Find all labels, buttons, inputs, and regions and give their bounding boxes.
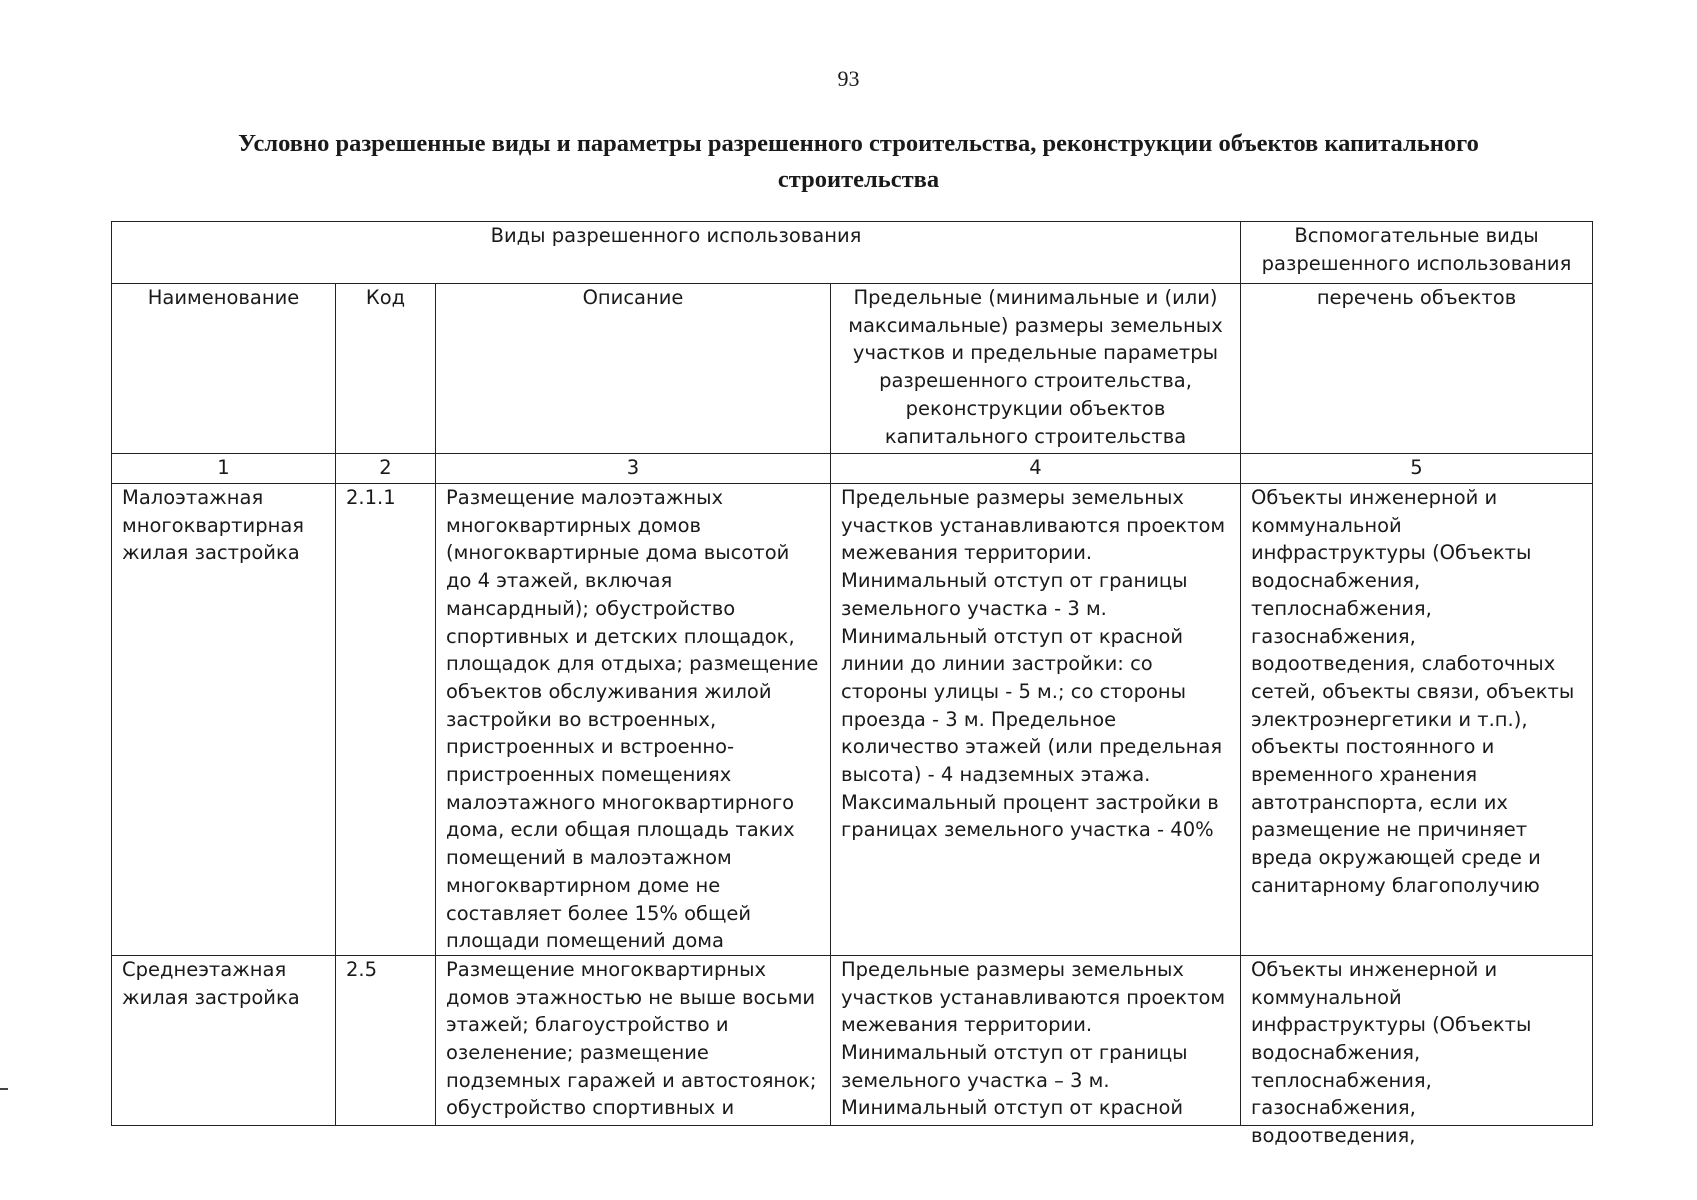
row-name-cell [112, 955, 336, 1125]
row-code-text: 2.5 [346, 957, 378, 981]
title-line-2: строительства [777, 166, 940, 193]
row-objects-cell: Объекты инженерной и коммунальной инфраструктуры (Объекты водоснабжения, теплоснабжения, газоснабжения, водоотведения, слаботочных сетей, объекты связи, объекты электроэнергетики и т.п.), объекты постоянного и временного хранения автотранспорта, если их размещение не причиняет вреда окружающей среде и санитарному благополучию [1241, 484, 1593, 956]
row-limits-text: Предельные размеры земельных участков устанавливаются проектом межевания территории. Минимальный отступ от границы земельного участка – 3 м. Минимальный отступ от красной [841, 957, 1226, 1120]
zoning-table [111, 221, 1593, 1148]
row-code-cell: 2.1.1 [336, 484, 436, 956]
title-line-1: Условно разрешенные виды и параметры разрешенного строительства, реконструкции объектов капитального [238, 130, 1479, 157]
column-header-row [112, 284, 1593, 454]
column-header-limits: Предельные (минимальные и (или) максимальные) размеры земельных участков и предельные параметры разрешенного строительства, реконструкции объектов капитального строительства [831, 284, 1241, 454]
margin-mark [0, 1088, 8, 1090]
column-header-description: Описание [436, 284, 831, 454]
document-title [120, 126, 1597, 198]
row-name-cell: Малоэтажная многоквартирная жилая застройка [112, 484, 336, 956]
column-header-objects: перечень объектов [1241, 284, 1593, 454]
row-description-cell: Размещение малоэтажных многоквартирных домов (многоквартирные дома высотой до 4 этажей, включая мансардный); обустройство спортивных и детских площадок, площадок для отдыха; размещение объектов обслуживания жилой застройки во встроенных, пристроенных и встроенно-пристроенных помещениях малоэтажного многоквартирного дома, если общая площадь таких помещений в малоэтажном многоквартирном доме не составляет более 15% общей площади помещений дома [436, 484, 831, 956]
table-row [112, 484, 1593, 956]
group-header-cell: Виды разрешенного использования [112, 222, 1241, 284]
column-number: 2 [336, 454, 436, 484]
row-objects-cell [1241, 955, 1593, 1148]
row-limits-cell: Предельные размеры земельных участков устанавливаются проектом межевания территории. Минимальный отступ от границы земельного участка - 3 м. Минимальный отступ от красной линии до линии застройки: со стороны улицы - 5 м.; со стороны проезда - 3 м. Предельное количество этажей (или предельная высота) - 4 надземных этажа. Максимальный процент застройки в границах земельного участка - 40% [831, 484, 1241, 956]
row-name-text: Среднеэтажная жилая застройка [122, 957, 300, 1009]
zoning-table-container [111, 221, 1593, 1148]
row-description-text: Размещение многоквартирных домов этажностью не выше восьми этажей; благоустройство и озеленение; размещение подземных гаражей и автостоянок; обустройство спортивных и [446, 957, 817, 1120]
row-code-cell [336, 955, 436, 1125]
column-number-row [112, 454, 1593, 484]
row-objects-text: Объекты инженерной и коммунальной инфраструктуры (Объекты водоснабжения, теплоснабжения, газоснабжения, водоотведения, [1251, 957, 1532, 1148]
table-row [112, 955, 1593, 1125]
group-header-row [112, 222, 1593, 284]
aux-header-cell: Вспомогательные виды разрешенного использования [1241, 222, 1593, 284]
column-header-code: Код [336, 284, 436, 454]
column-number: 5 [1241, 454, 1593, 484]
row-limits-cell [831, 955, 1241, 1125]
page-number: 93 [837, 66, 860, 91]
column-header-name: Наименование [112, 284, 336, 454]
row-description-cell [436, 955, 831, 1125]
column-number: 4 [831, 454, 1241, 484]
column-number: 3 [436, 454, 831, 484]
column-number: 1 [112, 454, 336, 484]
